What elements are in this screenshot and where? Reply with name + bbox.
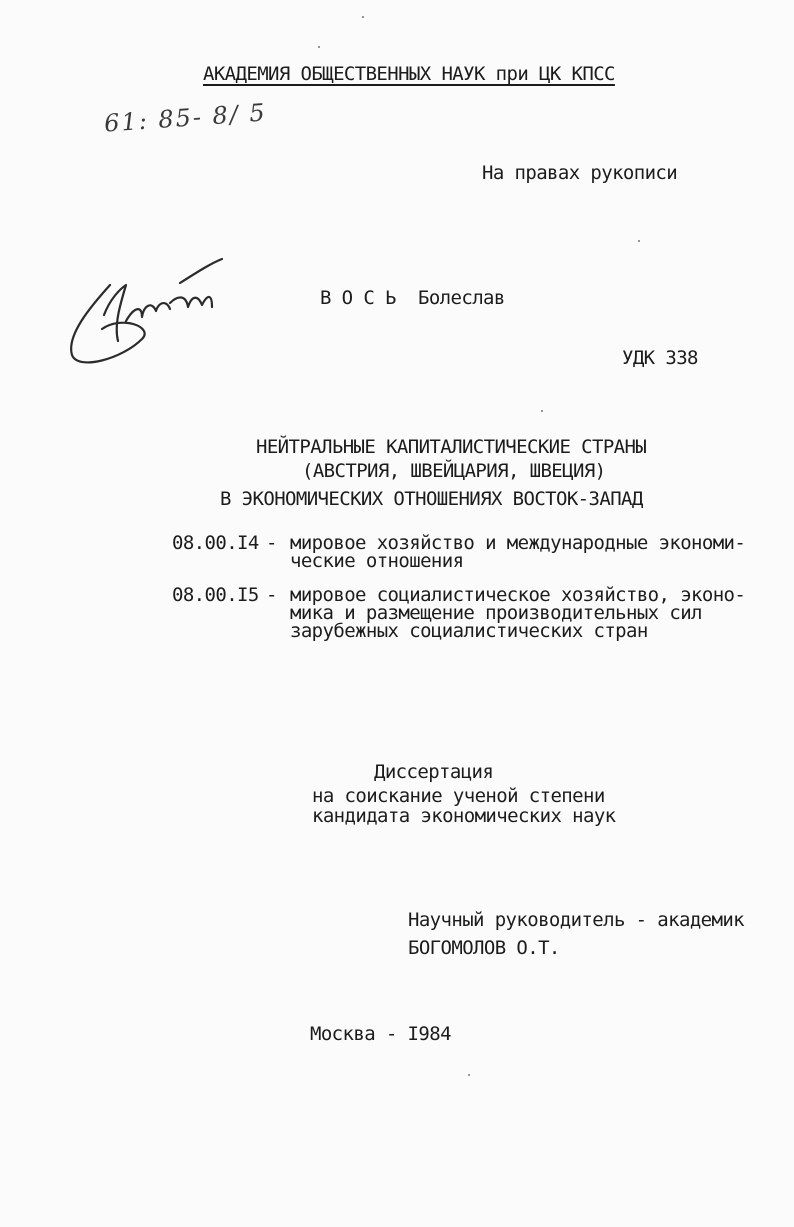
scan-speck xyxy=(318,46,320,48)
specialty-dash: - xyxy=(266,532,278,554)
specialty-description-line: мировое хозяйство и международные экономи- xyxy=(290,532,746,554)
title-line-3: В ЭКОНОМИЧЕСКИХ ОТНОШЕНИЯХ ВОСТОК-ЗАПАД xyxy=(220,488,643,510)
rights-notice: На правах рукописи xyxy=(482,162,678,184)
work-type: Диссертация xyxy=(374,761,494,783)
specialty-description-line: ческие отношения xyxy=(290,550,464,572)
scan-speck xyxy=(362,16,364,18)
author-name: Болеслав xyxy=(418,287,505,309)
specialty-description-line: мика и размещение производительных сил xyxy=(290,602,702,624)
specialty-dash: - xyxy=(266,584,278,606)
handwritten-archive-code: 61: 85- 8/ 5 xyxy=(103,98,268,138)
specialty-description-line: зарубежных социалистических стран xyxy=(290,620,648,642)
degree-field: кандидата экономических наук xyxy=(312,805,616,827)
scan-speck xyxy=(541,410,543,412)
udk-code: УДК 338 xyxy=(622,347,698,369)
author-signature xyxy=(62,255,232,375)
title-line-1: НЕЙТРАЛЬНЫЕ КАПИТАЛИСТИЧЕСКИЕ СТРАНЫ xyxy=(256,436,647,458)
degree-line: на соискание ученой степени xyxy=(312,785,605,807)
institution-header: АКАДЕМИЯ ОБЩЕСТВЕННЫХ НАУК при ЦК КПСС xyxy=(203,63,615,85)
scan-speck xyxy=(468,1074,470,1076)
author-surname: В О С Ь xyxy=(320,287,396,309)
place-and-year: Москва - I984 xyxy=(310,1023,451,1045)
title-line-2: (АВСТРИЯ, ШВЕЙЦАРИЯ, ШВЕЦИЯ) xyxy=(302,460,606,482)
specialty-description-line: мировое социалистическое хозяйство, эконо- xyxy=(290,584,746,606)
supervisor-name: БОГОМОЛОВ О.Т. xyxy=(408,937,560,959)
specialty-code: 08.00.I5 xyxy=(172,584,259,606)
supervisor-role: Научный руководитель - академик xyxy=(408,909,745,931)
specialty-code: 08.00.I4 xyxy=(172,532,259,554)
scan-speck xyxy=(638,240,640,242)
